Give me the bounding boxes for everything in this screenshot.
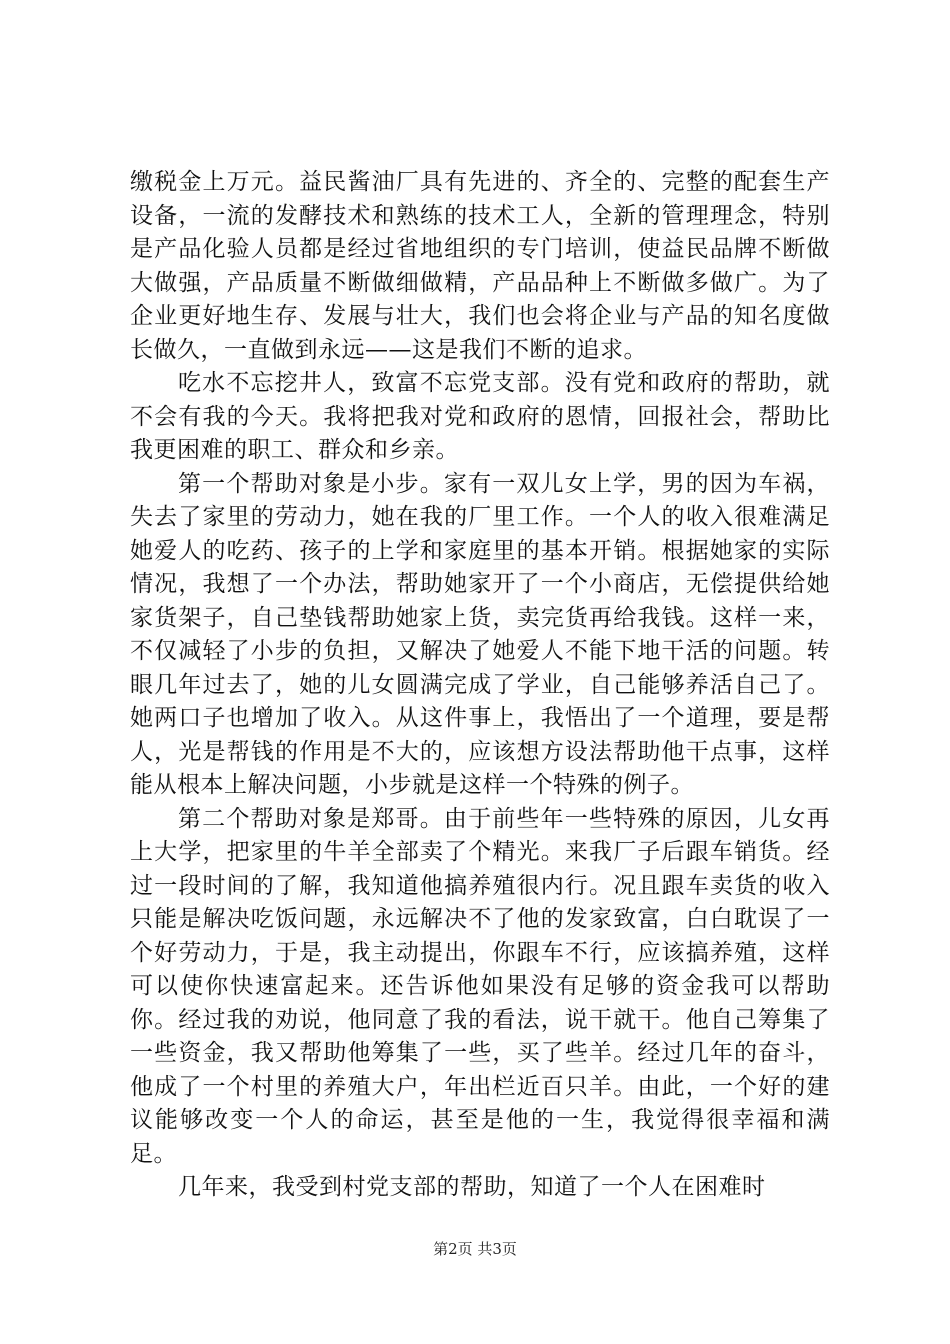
paragraph-continued: 缴税金上万元。益民酱油厂具有先进的、齐全的、完整的配套生产设备，一流的发酵技术和熟练的技术工人，全新的管理理念，特别是产品化验人员都是经过省地组织的专门培训，使益民品牌不断做大做强，产品质量不断做细做精，产品品种上不断做多做广。为了企业更好地生存、发展与壮大，我们也会将企业与产品的知名度做长做久，一直做到永远——这是我们不断的追求。: [130, 169, 830, 363]
paragraph: 第一个帮助对象是小步。家有一双儿女上学，男的因为车祸，失去了家里的劳动力，她在我的厂里工作。一个人的收入很难满足她爱人的吃药、孩子的上学和家庭里的基本开销。根据她家的实际情况，我想了一个办法，帮助她家开了一个小商店，无偿提供给她家货架子，自己垫钱帮助她家上货，卖完货再给我钱。这样一来，不仅减轻了小步的负担，又解决了她爱人不能下地干活的问题。转眼几年过去了，她的儿女圆满完成了学业，自己能够养活自己了。她两口子也增加了收入。从这件事上，我悟出了一个道理，要是帮人，光是帮钱的作用是不大的，应该想方设法帮助他干点事，这样能从根本上解决问题，小步就是这样一个特殊的例子。: [130, 470, 830, 798]
paragraph: 吃水不忘挖井人，致富不忘党支部。没有党和政府的帮助，就不会有我的今天。我将把我对党和政府的恩情，回报社会，帮助比我更困难的职工、群众和乡亲。: [130, 370, 830, 463]
page-footer: 第2页 共3页: [433, 1240, 517, 1258]
document-body: [130, 166, 830, 1205]
paragraph: 几年来，我受到村党支部的帮助，知道了一个人在困难时: [178, 1174, 766, 1200]
paragraph: 第二个帮助对象是郑哥。由于前些年一些特殊的原因，儿女再上大学，把家里的牛羊全部卖了个精光。来我厂子后跟车销货。经过一段时间的了解，我知道他搞养殖很内行。况且跟车卖货的收入只能是解决吃饭问题，永远解决不了他的发家致富，白白耽误了一个好劳动力，于是，我主动提出，你跟车不行，应该搞养殖，这样可以使你快速富起来。还告诉他如果没有足够的资金我可以帮助你。经过我的劝说，他同意了我的看法，说干就干。他自己筹集了一些资金，我又帮助他筹集了一些，买了些羊。经过几年的奋斗，他成了一个村里的养殖大户，年出栏近百只羊。由此，一个好的建议能够改变一个人的命运，甚至是他的一生，我觉得很幸福和满足。: [130, 805, 830, 1167]
